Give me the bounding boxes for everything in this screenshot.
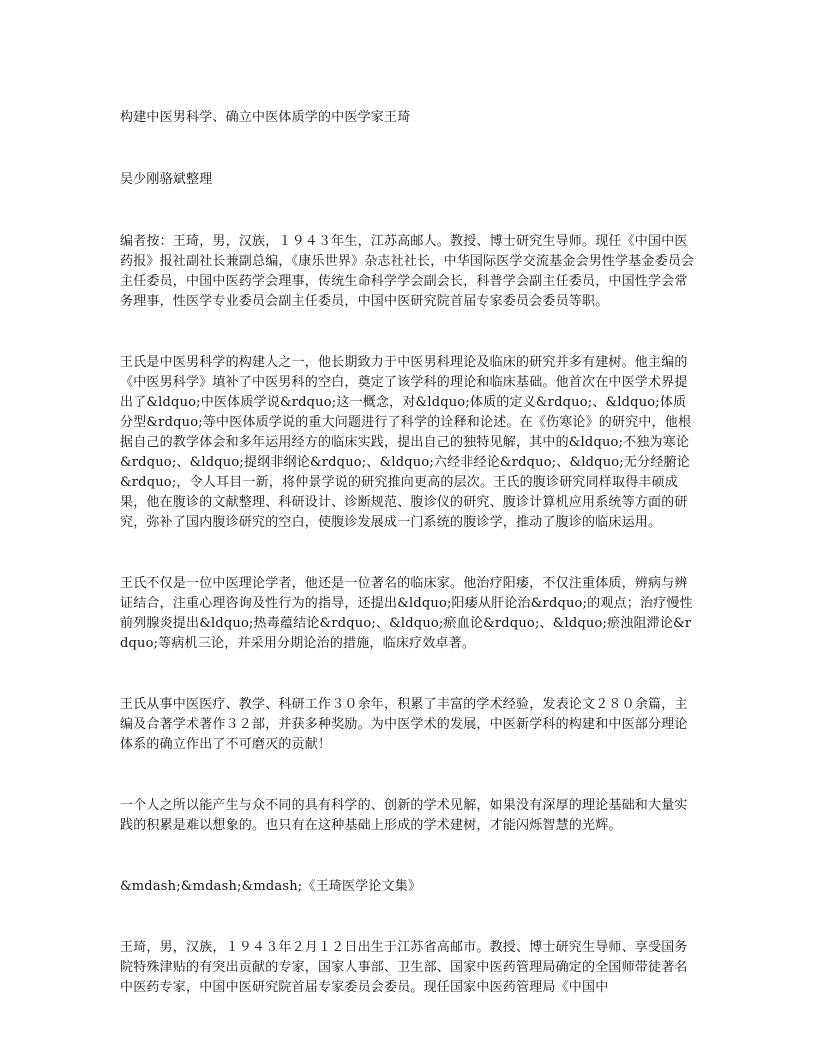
document-page [120, 108, 698, 998]
body-paragraph: 一个人之所以能产生与众不同的具有科学的、创新的学术见解，如果没有深厚的理论基础和大量实践的积累是难以想象的。也只有在这种基础上形成的学术建树，才能闪烁智慧的光辉。 [120, 798, 688, 833]
body-paragraph: 王氏是中医男科学的构建人之一，他长期致力于中医男科理论及临床的研究并多有建树。他主编的《中医男科学》填补了中医男科的空白，奠定了该学科的理论和临床基础。他首次在中医学术界提出了&ldquo;中医体质学说&rdquo;这一概念，对&ldquo;体质的定义&rdquo;、&ldquo;体质分型&rdquo;等中医体质学说的重大问题进行了科学的诠释和论述。在《伤寒论》的研究中，他根据自己的教学体会和多年运用经方的临床实践，提出自己的独特见解，其中的&ldquo;不独为寒论&rdquo;、&ldquo;提纲非纲论&rdquo;、&ldquo;六经非经论&rdquo;、&ldquo;无分经腑论&rdquo;，令人耳目一新，将仲景学说的研究推向更高的层次。王氏的腹诊研究同样取得丰硕成果，他在腹诊的文献整理、科研设计、诊断规范、腹诊仪的研究、腹诊计算机应用系统等方面的研究，弥补了国内腹诊研究的空白，使腹诊发展成一门系统的腹诊学，推动了腹诊的临床运用。 [120, 355, 692, 530]
body-paragraph: 王氏从事中医医疗、教学、科研工作３０余年，积累了丰富的学术经验，发表论文２８０余篇，主编及合著学术著作３２部，并获多种奖励。为中医学术的发展，中医新学科的构建和中医部分理论体系的确立作出了不可磨灭的贡献！ [120, 697, 688, 752]
body-paragraph: 王氏不仅是一位中医理论学者，他还是一位著名的临床家。他治疗阳痿，不仅注重体质，辨病与辨证结合，注重心理咨询及性行为的指导，还提出&ldquo;阳痿从肝论治&rdquo;的观点；治疗慢性前列腺炎提出&ldquo;热毒蕴结论&rdquo;、&ldquo;瘀血论&rdquo;、&ldquo;瘀浊阻滞论&rdquo;等病机三论，并采用分期论治的措施，临床疗效卓著。 [120, 576, 693, 651]
article-byline: 吴少刚骆斌整理 [120, 172, 213, 187]
editor-note-paragraph: 编者按：王琦，男，汉族，１９４３年生，江苏高邮人。教授、博士研究生导师。现任《中国中医药报》报社副社长兼副总编，《康乐世界》杂志社社长，中华国际医学交流基金会男性学基金委员会主任委员，中国中医药学会理事，传统生命科学学会副会长，科普学会副主任委员，中国性学会常务理事，性医学专业委员会副主任委员，中国中医研究院首届专家委员会委员等职。 [120, 234, 695, 309]
body-paragraph: 王琦，男，汉族，１９４３年２月１２日出生于江苏省高邮市。教授、博士研究生导师、享受国务院特殊津贴的有突出贡献的专家，国家人事部、卫生部、国家中医药管理局确定的全国师带徒著名中医药专家，中国中医研究院首届专家委员会委员。现任国家中医药管理局《中国中 [120, 940, 688, 995]
article-title: 构建中医男科学、确立中医体质学的中医学家王琦 [120, 110, 411, 125]
quote-source: &mdash;&mdash;&mdash;《王琦医学论文集》 [120, 879, 422, 894]
